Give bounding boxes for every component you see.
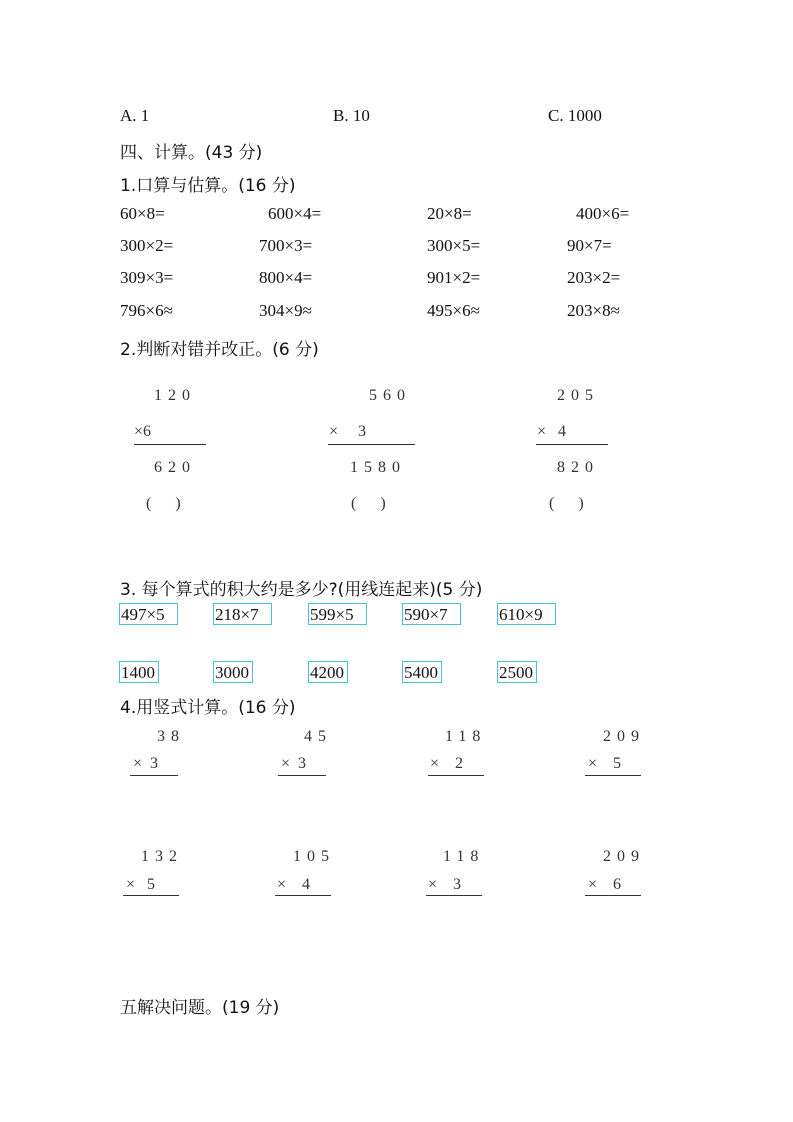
q1-cell: 300×2=: [120, 236, 174, 255]
section4-title: 四、计算。(43 分): [120, 143, 263, 163]
choice-c: C. 1000: [548, 106, 602, 125]
q2-top-number: 205: [557, 387, 599, 404]
q2-result: 1580: [350, 459, 406, 476]
choice-b: B. 10: [333, 106, 370, 125]
q2-underline: [536, 444, 608, 445]
q2-answer-paren: ( ): [351, 495, 386, 512]
q4-top-number: 45: [304, 728, 332, 745]
q2-top-number: 120: [154, 387, 196, 404]
q4-underline: [585, 775, 641, 776]
q1-cell: 90×7=: [567, 236, 612, 255]
q1-cell: 300×5=: [427, 236, 481, 255]
q1-cell: 309×3=: [120, 268, 174, 287]
q1-cell: 700×3=: [259, 236, 313, 255]
q1-cell: 600×4=: [268, 204, 322, 223]
q3-expression-box[interactable]: 590×7: [402, 603, 461, 625]
q2-underline: [134, 444, 206, 445]
q2-multiplier: ×6: [134, 423, 152, 440]
q4-multiplier: × 3: [281, 755, 307, 772]
q2-result: 620: [154, 459, 196, 476]
q3-answer-box[interactable]: 1400: [119, 661, 159, 683]
q2-multiplier: × 3: [329, 423, 367, 440]
q3-expression-box[interactable]: 497×5: [119, 603, 178, 625]
q1-cell: 60×8=: [120, 204, 165, 223]
q4-multiplier: × 4: [277, 876, 311, 893]
q4-top-number: 132: [141, 848, 183, 865]
q4-underline: [585, 895, 641, 896]
q4-multiplier: × 6: [588, 876, 622, 893]
q1-cell: 400×6=: [576, 204, 630, 223]
q4-multiplier: × 3: [428, 876, 462, 893]
q4-top-number: 118: [445, 728, 487, 745]
q3-expression-box[interactable]: 610×9: [497, 603, 556, 625]
q1-cell: 800×4=: [259, 268, 313, 287]
q1-cell: 304×9≈: [259, 301, 312, 320]
q3-answer-box[interactable]: 5400: [402, 661, 442, 683]
q4-underline: [428, 775, 484, 776]
q1-cell: 203×8≈: [567, 301, 620, 320]
q2-multiplier: × 4: [537, 423, 567, 440]
q4-underline: [123, 895, 179, 896]
q2-underline: [328, 444, 415, 445]
q4-title: 4.用竖式计算。(16 分): [120, 698, 296, 718]
q3-answer-box[interactable]: 4200: [308, 661, 348, 683]
q4-multiplier: × 5: [588, 755, 622, 772]
q4-top-number: 38: [157, 728, 185, 745]
q4-top-number: 209: [603, 848, 645, 865]
q1-cell: 203×2=: [567, 268, 621, 287]
q4-top-number: 209: [603, 728, 645, 745]
q4-top-number: 118: [443, 848, 485, 865]
q4-underline: [130, 775, 178, 776]
q4-top-number: 105: [293, 848, 335, 865]
q4-underline: [426, 895, 482, 896]
q3-answer-box[interactable]: 3000: [213, 661, 253, 683]
q1-title: 1.口算与估算。(16 分): [120, 176, 296, 196]
q1-cell: 495×6≈: [427, 301, 480, 320]
q2-answer-paren: ( ): [146, 495, 181, 512]
q4-multiplier: × 3: [133, 755, 159, 772]
q3-answer-box[interactable]: 2500: [497, 661, 537, 683]
q3-title: 3. 每个算式的积大约是多少?(用线连起来)(5 分): [120, 580, 483, 600]
q2-title: 2.判断对错并改正。(6 分): [120, 340, 319, 360]
q2-answer-paren: ( ): [549, 495, 584, 512]
choice-a: A. 1: [120, 106, 150, 125]
q3-expression-box[interactable]: 218×7: [213, 603, 272, 625]
q2-top-number: 560: [369, 387, 411, 404]
section5-title: 五解决问题。(19 分): [120, 998, 280, 1018]
q4-underline: [275, 895, 331, 896]
q4-underline: [278, 775, 326, 776]
q3-expression-box[interactable]: 599×5: [308, 603, 367, 625]
q1-cell: 901×2=: [427, 268, 481, 287]
q4-multiplier: × 5: [126, 876, 156, 893]
q2-result: 820: [557, 459, 599, 476]
q4-multiplier: × 2: [430, 755, 464, 772]
q1-cell: 20×8=: [427, 204, 472, 223]
q1-cell: 796×6≈: [120, 301, 173, 320]
